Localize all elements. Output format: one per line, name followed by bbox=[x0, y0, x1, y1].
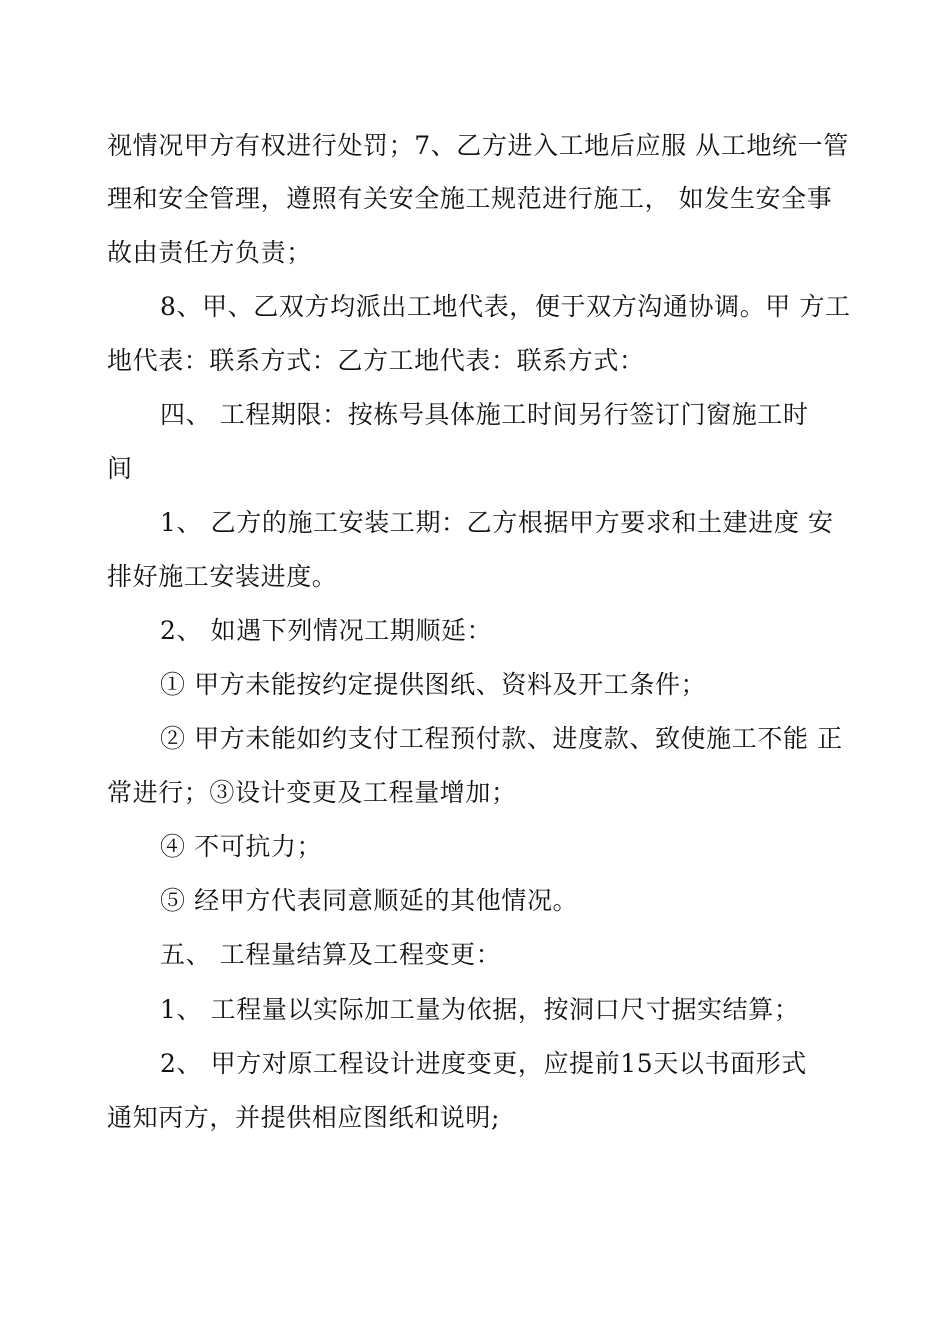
section-heading-5: 五、 工程量结算及工程变更： bbox=[160, 940, 502, 969]
text-line-3: 故由责任方负责； bbox=[107, 238, 312, 267]
text-line-18: 2、 甲方对原工程设计进度变更，应提前15天以书面形式 bbox=[160, 1049, 807, 1078]
text-line-5: 地代表：联系方式：乙方工地代表：联系方式： bbox=[107, 346, 645, 375]
text-line-17: 1、 工程量以实际加工量为依据，按洞口尺寸据实结算； bbox=[160, 995, 800, 1024]
list-item-1: ① 甲方未能按约定提供图纸、资料及开工条件； bbox=[160, 670, 707, 699]
list-item-2-cont: 常进行；③设计变更及工程量增加； bbox=[107, 778, 517, 807]
text-line-1: 视情况甲方有权进行处罚；7、乙方进入工地后应服 从工地统一管 bbox=[107, 131, 849, 160]
text-line-8: 1、 乙方的施工安装工期：乙方根据甲方要求和土建进度 安 bbox=[160, 508, 834, 537]
text-line-2: 理和安全管理，遵照有关安全施工规范进行施工， 如发生安全事 bbox=[107, 184, 833, 213]
text-line-7: 间 bbox=[107, 454, 133, 483]
text-line-4: 8、甲、乙双方均派出工地代表，便于双方沟通协调。甲 方工 bbox=[160, 292, 851, 321]
list-item-2: ② 甲方未能如约支付工程预付款、进度款、致使施工不能 正 bbox=[160, 724, 843, 753]
list-item-4: ④ 不可抗力； bbox=[160, 832, 323, 861]
section-heading-4: 四、 工程期限：按栋号具体施工时间另行签订门窗施工时 bbox=[160, 400, 809, 429]
text-line-9: 排好施工安装进度。 bbox=[107, 562, 338, 591]
text-line-10: 2、 如遇下列情况工期顺延： bbox=[160, 616, 493, 645]
text-line-19: 通知丙方，并提供相应图纸和说明; bbox=[107, 1103, 501, 1132]
list-item-5: ⑤ 经甲方代表同意顺延的其他情况。 bbox=[160, 886, 579, 915]
